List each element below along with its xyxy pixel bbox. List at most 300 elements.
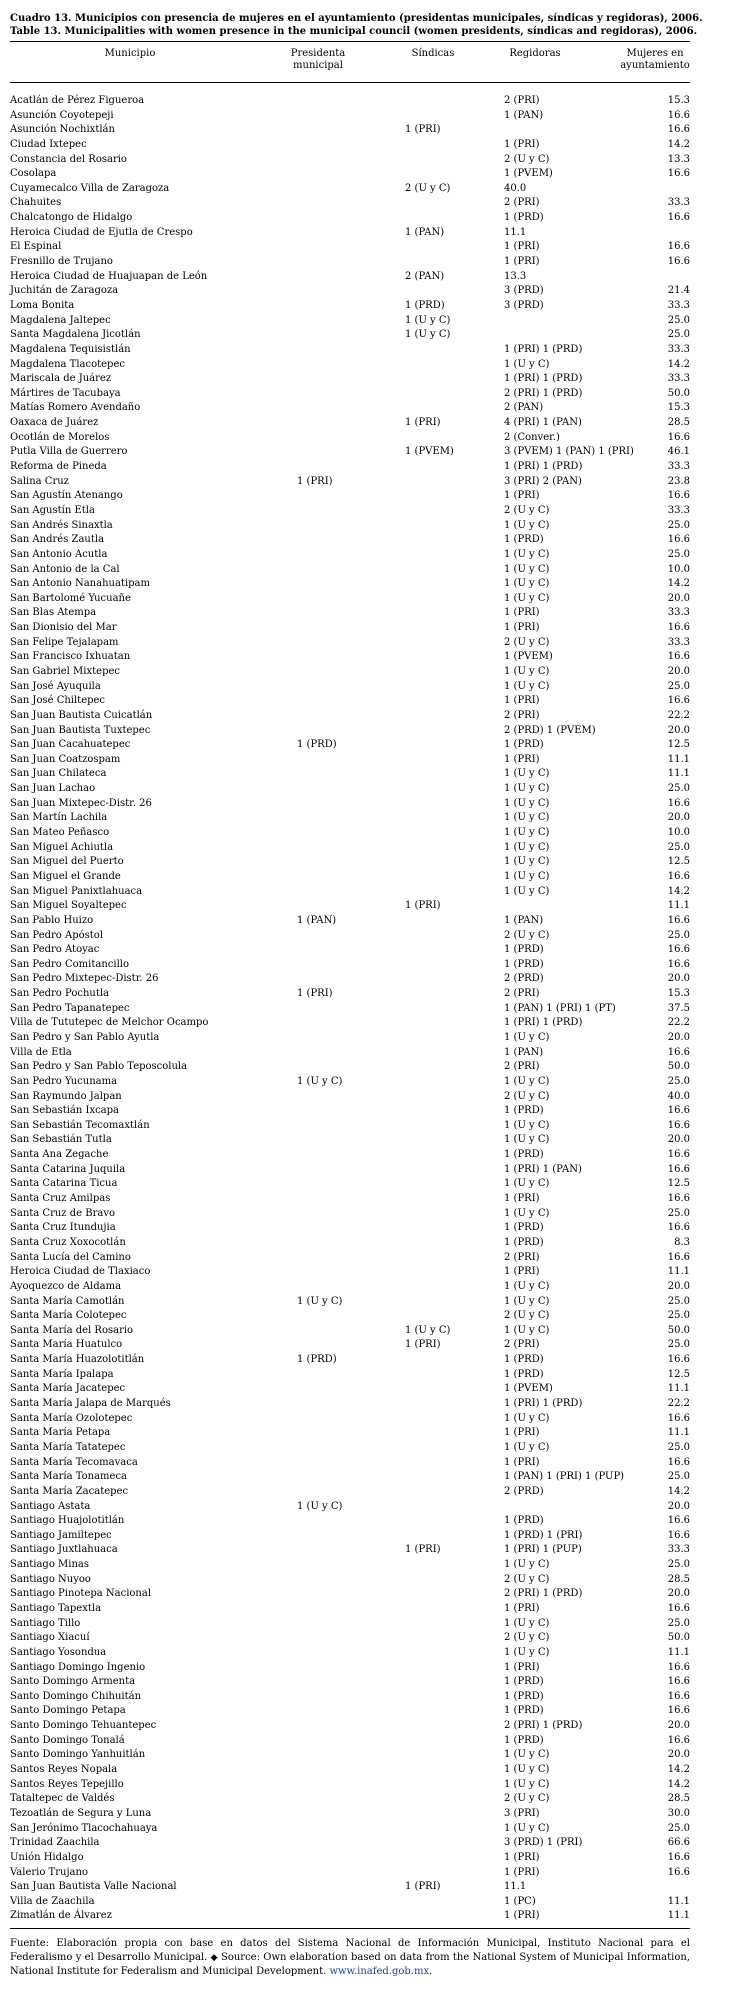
table-row — [10, 1690, 690, 1705]
table-row — [10, 519, 690, 534]
municipio-cell: Heroica Ciudad de Huajuapan de León — [10, 270, 208, 282]
municipio-cell: Acatlán de Pérez Figueroa — [10, 95, 145, 106]
regidoras-cell: 11.1 — [504, 226, 527, 238]
table-row — [10, 709, 690, 724]
regidoras-cell: 2 (PRI) 1 (PRD) — [504, 1720, 583, 1732]
regidoras-cell: 1 (PRI) — [504, 1866, 540, 1878]
regidoras-cell: 3 (PRD) — [504, 285, 544, 297]
table-row — [10, 1631, 690, 1646]
regidoras-cell: 1 (U y C) — [504, 1295, 550, 1307]
municipio-cell: Santo Domingo Armenta — [10, 1676, 136, 1688]
table-row — [10, 1236, 690, 1251]
table-row — [10, 1265, 690, 1280]
table-row — [10, 650, 690, 665]
mujeres-cell: 16.6 — [667, 1851, 690, 1863]
regidoras-cell: 1 (U y C) — [504, 856, 550, 868]
regidoras-cell: 1 (PRI) — [504, 1456, 540, 1468]
regidoras-cell: 1 (PRI) — [504, 241, 540, 253]
municipio-cell: San Miguel Achiutla — [10, 841, 114, 853]
mujeres-cell: 12.5 — [667, 1178, 690, 1190]
regidoras-cell: 1 (U y C) — [504, 592, 550, 604]
table-row — [10, 1456, 690, 1471]
table-title-es: Cuadro 13. Municipios con presencia de mujeres en el ayuntamiento (presidentas municipales, síndicas y regidoras), 2006. — [10, 13, 703, 24]
mujeres-cell: 25.0 — [667, 783, 690, 795]
table-row — [10, 958, 690, 973]
mujeres-cell: 20.0 — [667, 724, 690, 736]
mujeres-cell: 50.0 — [667, 1061, 690, 1073]
mujeres-cell: 22.2 — [667, 1398, 690, 1410]
mujeres-cell: 20.0 — [667, 1720, 690, 1732]
regidoras-cell: 2 (U y C) — [504, 1310, 550, 1322]
municipio-cell: Santa María Ipalapa — [10, 1368, 114, 1380]
municipio-cell: Santiago Pinotepa Nacional — [10, 1588, 152, 1600]
municipio-cell: San Miguel Soyaltepec — [10, 900, 127, 912]
municipio-cell: San Miguel del Puerto — [10, 856, 124, 868]
municipio-cell: Santiago Huajolotitlán — [10, 1515, 125, 1527]
table-row — [10, 1617, 690, 1632]
mujeres-cell: 16.6 — [667, 431, 690, 443]
regidoras-cell: 1 (PRI) — [504, 1427, 540, 1439]
municipio-cell: San Raymundo Jalpan — [10, 1090, 122, 1102]
regidoras-cell: 1 (PRI) — [504, 256, 540, 268]
municipio-cell: Santiago Tillo — [10, 1617, 81, 1629]
municipio-cell: Heroica Ciudad de Ejutla de Crespo — [10, 226, 193, 238]
sindicas-cell: 1 (PRD) — [405, 299, 445, 311]
regidoras-cell: 1 (U y C) — [504, 870, 550, 882]
table-row — [10, 226, 690, 241]
municipio-cell: San Mateo Peñasco — [10, 827, 110, 839]
table-row — [10, 1763, 690, 1778]
table-row — [10, 328, 690, 343]
municipio-cell: San Pedro Yucunama — [10, 1075, 118, 1087]
presidenta-cell: 1 (U y C) — [297, 1075, 343, 1087]
municipio-cell: San Juan Bautista Valle Nacional — [10, 1881, 177, 1893]
table-row — [10, 1573, 690, 1588]
mujeres-cell: 16.6 — [667, 1119, 690, 1131]
mujeres-cell: 30.0 — [667, 1807, 690, 1819]
mujeres-cell: 22.2 — [667, 709, 690, 721]
table-row — [10, 1295, 690, 1310]
table-row — [10, 1104, 690, 1119]
mujeres-cell: 33.3 — [667, 373, 690, 385]
table-row — [10, 1382, 690, 1397]
regidoras-cell: 2 (PRD) — [504, 973, 544, 985]
mujeres-cell: 16.6 — [667, 1149, 690, 1161]
table-row — [10, 1778, 690, 1793]
table-row — [10, 1558, 690, 1573]
municipio-cell: Oaxaca de Juárez — [10, 417, 99, 429]
table-row — [10, 358, 690, 373]
regidoras-cell: 1 (PRI) — [504, 695, 540, 707]
mujeres-cell: 11.1 — [667, 768, 690, 780]
sindicas-cell: 1 (U y C) — [405, 329, 451, 341]
regidoras-cell: 2 (U y C) — [504, 504, 550, 516]
mujeres-cell: 11.1 — [667, 1910, 690, 1922]
mujeres-cell: 25.0 — [667, 841, 690, 853]
regidoras-cell: 1 (PRD) — [504, 1690, 544, 1702]
mujeres-cell: 25.0 — [667, 1310, 690, 1322]
table-row — [10, 1426, 690, 1441]
table-row — [10, 1909, 690, 1924]
regidoras-cell: 1 (U y C) — [504, 1559, 550, 1571]
table-row — [10, 401, 690, 416]
municipio-cell: San Martín Lachila — [10, 812, 108, 824]
table-row — [10, 123, 690, 138]
mujeres-cell: 15.3 — [667, 988, 690, 1000]
regidoras-cell: 13.3 — [504, 270, 527, 282]
municipio-cell: San Felipe Tejalapam — [10, 636, 119, 648]
municipio-cell: San Francisco Ixhuatan — [10, 651, 131, 663]
table-row — [10, 811, 690, 826]
municipio-cell: Magdalena Jaltepec — [10, 314, 111, 326]
regidoras-cell: 1 (PRD) — [504, 1515, 544, 1527]
municipio-cell: San Dionisio del Mar — [10, 622, 117, 634]
regidoras-cell: 1 (U y C) — [504, 1646, 550, 1658]
regidoras-cell: 2 (PRD) — [504, 1485, 544, 1497]
municipio-cell: Santiago Juxtlahuaca — [10, 1544, 118, 1556]
regidoras-cell: 1 (PRI) 1 (PAN) — [504, 1163, 582, 1175]
table-row — [10, 577, 690, 592]
municipio-cell: Santa Magdalena Jicotlán — [10, 329, 141, 341]
regidoras-cell: 1 (U y C) — [504, 1075, 550, 1087]
inafed-link[interactable]: www.inafed.gob.mx — [329, 1966, 430, 1978]
municipio-cell: San Juan Mixtepec-Distr. 26 — [10, 797, 152, 809]
mujeres-cell: 50.0 — [667, 387, 690, 399]
municipio-cell: Santa María Tonameca — [10, 1471, 128, 1483]
regidoras-cell: 1 (U y C) — [504, 578, 550, 590]
municipio-cell: Mariscala de Juárez — [10, 373, 112, 385]
mujeres-cell: 14.2 — [667, 578, 690, 590]
table-row — [10, 1133, 690, 1148]
table-row — [10, 1646, 690, 1661]
municipio-cell: San José Ayuquila — [10, 680, 101, 692]
regidoras-cell: 1 (U y C) — [504, 1280, 550, 1292]
municipio-cell: San Miguel el Grande — [10, 870, 121, 882]
table-footer — [10, 1929, 690, 1979]
table-row — [10, 489, 690, 504]
municipio-cell: Mártires de Tacubaya — [10, 387, 121, 399]
mujeres-cell: 16.6 — [667, 1456, 690, 1468]
table-row — [10, 1675, 690, 1690]
municipio-cell: Santa María Ozolotepec — [10, 1412, 133, 1424]
mujeres-cell: 37.5 — [667, 1002, 690, 1014]
mujeres-cell: 20.0 — [667, 1280, 690, 1292]
regidoras-cell: 1 (PRI) — [504, 607, 540, 619]
municipio-cell: Santa Cruz Itundujia — [10, 1222, 116, 1234]
regidoras-cell: 1 (PRD) — [504, 212, 544, 224]
municipio-cell: Santo Domingo Tehuantepec — [10, 1720, 157, 1732]
municipio-cell: Santa María Tatatepec — [10, 1441, 126, 1453]
table-row — [10, 1895, 690, 1910]
mujeres-cell: 33.3 — [667, 343, 690, 355]
table-row — [10, 797, 690, 812]
mujeres-cell: 16.6 — [667, 168, 690, 180]
mujeres-cell: 25.0 — [667, 929, 690, 941]
regidoras-cell: 2 (U y C) — [504, 1090, 550, 1102]
presidenta-cell: 1 (PRI) — [297, 988, 333, 1000]
regidoras-cell: 1 (PAN) — [504, 914, 544, 926]
mujeres-cell: 25.0 — [667, 1822, 690, 1834]
municipio-cell: Santa Cruz Amilpas — [10, 1193, 111, 1205]
table-row — [10, 826, 690, 841]
table-row — [10, 387, 690, 402]
table-row — [10, 1485, 690, 1500]
regidoras-cell: 3 (PVEM) 1 (PAN) 1 (PRI) — [504, 446, 634, 458]
municipio-cell: Santa María Camotlán — [10, 1295, 125, 1307]
municipio-cell: Santa Lucía del Camino — [10, 1251, 131, 1263]
sindicas-cell: 1 (PAN) — [405, 226, 445, 238]
table-row — [10, 1602, 690, 1617]
municipio-cell: Matías Romero Avendaño — [10, 402, 141, 414]
footer-source-es: Fuente: Elaboración propia con base en datos del Sistema Nacional de Información Municipal, Instituto Nacional para el Federalismo y el Desarrollo Municipal. — [10, 1938, 690, 1964]
regidoras-cell: 1 (U y C) — [504, 358, 550, 370]
municipio-cell: Santa María Huatulco — [10, 1339, 123, 1351]
regidoras-cell: 1 (U y C) — [504, 1119, 550, 1131]
footer-period: . — [429, 1966, 433, 1978]
municipio-cell: Santiago Jamiltepec — [10, 1529, 112, 1541]
table-row — [10, 1880, 690, 1895]
municipio-cell: Ciudad Ixtepec — [10, 138, 87, 150]
mujeres-cell: 15.3 — [667, 402, 690, 414]
presidenta-cell: 1 (PRD) — [297, 739, 337, 751]
municipio-cell: Magdalena Tlacotepec — [10, 358, 125, 370]
municipio-cell: Villa de Tututepec de Melchor Ocampo — [10, 1017, 209, 1029]
table-row — [10, 943, 690, 958]
municipio-cell: Santa Catarina Juquila — [10, 1163, 126, 1175]
regidoras-cell: 1 (PRD) — [504, 1368, 544, 1380]
table-row — [10, 372, 690, 387]
table-row — [10, 153, 690, 168]
mujeres-cell: 25.0 — [667, 1075, 690, 1087]
table-row — [10, 1090, 690, 1105]
sindicas-cell: 1 (PRI) — [405, 1881, 441, 1893]
mujeres-cell: 33.3 — [667, 197, 690, 209]
table-row — [10, 1836, 690, 1851]
regidoras-cell: 2 (U y C) — [504, 1793, 550, 1805]
mujeres-cell: 28.5 — [667, 1573, 690, 1585]
table-row — [10, 1748, 690, 1763]
municipio-cell: Loma Bonita — [10, 299, 75, 311]
regidoras-cell: 2 (PRI) — [504, 709, 540, 721]
regidoras-cell: 1 (U y C) — [504, 768, 550, 780]
regidoras-cell: 1 (U y C) — [504, 563, 550, 575]
mujeres-cell: 14.2 — [667, 885, 690, 897]
municipio-cell: San Pedro Mixtepec-Distr. 26 — [10, 973, 159, 985]
regidoras-cell: 1 (PRD) — [504, 534, 544, 546]
regidoras-cell: 2 (U y C) — [504, 1632, 550, 1644]
table-row — [10, 914, 690, 929]
municipio-cell: Ayoquezco de Aldama — [10, 1280, 122, 1292]
table-row — [10, 94, 690, 109]
table-row — [10, 445, 690, 460]
table-row — [10, 1368, 690, 1383]
table-row — [10, 855, 690, 870]
regidoras-cell: 1 (U y C) — [504, 1764, 550, 1776]
mujeres-cell: 46.1 — [667, 446, 690, 458]
regidoras-cell: 1 (U y C) — [504, 812, 550, 824]
table-row — [10, 987, 690, 1002]
mujeres-cell: 25.0 — [667, 519, 690, 531]
sindicas-cell: 1 (PRI) — [405, 1339, 441, 1351]
municipio-cell: Santiago Domingo Ingenio — [10, 1661, 146, 1673]
mujeres-cell: 14.2 — [667, 1778, 690, 1790]
table-row — [10, 694, 690, 709]
regidoras-cell: 1 (U y C) — [504, 1178, 550, 1190]
regidoras-cell: 2 (PRI) — [504, 1251, 540, 1263]
mujeres-cell: 12.5 — [667, 739, 690, 751]
mujeres-cell: 16.6 — [667, 1705, 690, 1717]
table-row — [10, 504, 690, 519]
mujeres-cell: 16.6 — [667, 256, 690, 268]
mujeres-cell: 20.0 — [667, 1500, 690, 1512]
regidoras-cell: 1 (PRI) — [504, 753, 540, 765]
regidoras-cell: 1 (PRD) — [504, 958, 544, 970]
table-row — [10, 1075, 690, 1090]
mujeres-cell: 23.8 — [667, 475, 690, 487]
table-row — [10, 636, 690, 651]
regidoras-cell: 1 (U y C) — [504, 1207, 550, 1219]
sindicas-cell: 2 (U y C) — [405, 182, 451, 194]
mujeres-cell: 25.0 — [667, 1559, 690, 1571]
regidoras-cell: 1 (PVEM) — [504, 168, 553, 180]
table-row — [10, 1866, 690, 1881]
table-row — [10, 1397, 690, 1412]
regidoras-cell: 1 (PRI) 1 (PRD) — [504, 1017, 583, 1029]
regidoras-cell: 1 (U y C) — [504, 548, 550, 560]
regidoras-cell: 3 (PRD) — [504, 299, 544, 311]
municipio-cell: Santa María Jalapa de Marqués — [10, 1398, 171, 1410]
municipio-cell: Santa Ana Zegache — [10, 1149, 109, 1161]
regidoras-cell: 2 (U y C) — [504, 929, 550, 941]
mujeres-cell: 16.6 — [667, 1163, 690, 1175]
regidoras-cell: 2 (PAN) — [504, 402, 544, 414]
footer-source-en: Source: Own elaboration based on data from the National System of Municipal Information, National Institute for Federalism and Municipal Development. — [10, 1952, 690, 1978]
municipio-cell: San Pedro y San Pablo Ayutla — [10, 1032, 160, 1043]
table-row — [10, 1060, 690, 1075]
table-row — [10, 1734, 690, 1749]
regidoras-cell: 2 (PRI) — [504, 1061, 540, 1073]
municipio-cell: San Pedro y San Pablo Teposcolula — [10, 1061, 188, 1073]
table-row — [10, 767, 690, 782]
regidoras-cell: 2 (PRD) 1 (PVEM) — [504, 724, 596, 736]
municipio-cell: Trinidad Zaachila — [10, 1837, 100, 1849]
regidoras-cell: 1 (U y C) — [504, 680, 550, 692]
municipio-cell: Santiago Tapextla — [10, 1602, 102, 1614]
mujeres-cell: 16.6 — [667, 1734, 690, 1746]
municipio-cell: Santiago Minas — [10, 1559, 90, 1571]
mujeres-cell: 14.2 — [667, 1764, 690, 1776]
regidoras-cell: 1 (PRI) 1 (PRD) — [504, 1398, 583, 1410]
municipio-cell: San Jerónimo Tlacochahuaya — [10, 1822, 158, 1834]
regidoras-cell: 1 (U y C) — [504, 1412, 550, 1424]
regidoras-cell: 2 (PRI) — [504, 988, 540, 1000]
mujeres-cell: 16.6 — [667, 1529, 690, 1541]
mujeres-cell: 16.6 — [667, 241, 690, 253]
regidoras-cell: 1 (U y C) — [504, 841, 550, 853]
sindicas-cell: 1 (PRI) — [405, 1544, 441, 1556]
table-row — [10, 1119, 690, 1134]
mujeres-cell: 20.0 — [667, 665, 690, 677]
municipio-cell: San Sebastián Tecomaxtlán — [10, 1119, 150, 1131]
table-row — [10, 431, 690, 446]
municipio-cell: Reforma de Pineda — [10, 461, 107, 473]
regidoras-cell: 4 (PRI) 1 (PAN) — [504, 417, 582, 429]
table-row — [10, 255, 690, 270]
municipio-cell: Santiago Yosondua — [10, 1646, 107, 1658]
regidoras-cell: 1 (PRI) — [504, 622, 540, 634]
regidoras-cell: 1 (PRI) 1 (PRD) — [504, 373, 583, 385]
table-row — [10, 1470, 690, 1485]
mujeres-cell: 25.0 — [667, 1339, 690, 1351]
table-row — [10, 138, 690, 153]
regidoras-cell: 1 (U y C) — [504, 827, 550, 839]
regidoras-cell: 1 (PAN) 1 (PRI) 1 (PUP) — [504, 1471, 625, 1483]
sindicas-cell: 1 (U y C) — [405, 1324, 451, 1336]
sindicas-cell: 1 (PRI) — [405, 900, 441, 912]
regidoras-cell: 2 (PRI) — [504, 197, 540, 209]
regidoras-cell: 1 (PRI) — [504, 1851, 540, 1863]
municipio-cell: Villa de Zaachila — [10, 1895, 95, 1907]
table-row — [10, 548, 690, 563]
table-row — [10, 314, 690, 329]
regidoras-cell: 1 (PRI) — [504, 1661, 540, 1673]
table-row — [10, 1002, 690, 1017]
table-row — [10, 1500, 690, 1515]
municipio-cell: Magdalena Tequisistlán — [10, 343, 131, 355]
table-row — [10, 841, 690, 856]
mujeres-cell: 16.6 — [667, 1222, 690, 1234]
table-row — [10, 182, 690, 197]
regidoras-cell: 3 (PRI) — [504, 1807, 540, 1819]
table-row — [10, 680, 690, 695]
regidoras-cell: 2 (PRI) 1 (PRD) — [504, 387, 583, 399]
table-row — [10, 665, 690, 680]
mujeres-cell: 28.5 — [667, 417, 690, 429]
table-row — [10, 1016, 690, 1031]
regidoras-cell: 1 (PVEM) — [504, 651, 553, 663]
regidoras-cell: 1 (PRD) — [504, 1222, 544, 1234]
municipio-cell: San Pedro Tapanatepec — [10, 1002, 130, 1014]
mujeres-cell: 33.3 — [667, 504, 690, 516]
table-row — [10, 782, 690, 797]
municipio-cell: San Pedro Apóstol — [10, 929, 104, 941]
municipio-cell: Juchitán de Zaragoza — [10, 285, 119, 297]
mujeres-cell: 16.6 — [667, 1046, 690, 1058]
mujeres-cell: 25.0 — [667, 680, 690, 692]
mujeres-cell: 25.0 — [667, 1617, 690, 1629]
mujeres-cell: 25.0 — [667, 548, 690, 560]
municipio-cell: El Espinal — [10, 241, 62, 253]
regidoras-cell: 1 (U y C) — [504, 1778, 550, 1790]
table-row — [10, 416, 690, 431]
municipio-cell: Santo Domingo Yanhuitlán — [10, 1749, 146, 1761]
mujeres-cell: 33.3 — [667, 607, 690, 619]
municipio-cell: Unión Hidalgo — [10, 1851, 84, 1863]
table-row — [10, 1207, 690, 1222]
municipio-cell: Santo Domingo Tonalá — [10, 1734, 125, 1746]
regidoras-cell: 1 (PAN) 1 (PRI) 1 (PT) — [504, 1002, 616, 1014]
regidoras-cell: 1 (U y C) — [504, 885, 550, 897]
table-row — [10, 1543, 690, 1558]
table-header — [10, 42, 690, 82]
municipio-cell: San Antonio de la Cal — [10, 563, 120, 575]
regidoras-cell: 1 (PRI) — [504, 1193, 540, 1205]
table-page — [10, 12, 703, 1979]
regidoras-cell: 1 (U y C) — [504, 783, 550, 795]
regidoras-cell: 1 (PRD) — [504, 1734, 544, 1746]
sindicas-cell: 1 (U y C) — [405, 314, 451, 326]
mujeres-cell: 22.2 — [667, 1017, 690, 1029]
